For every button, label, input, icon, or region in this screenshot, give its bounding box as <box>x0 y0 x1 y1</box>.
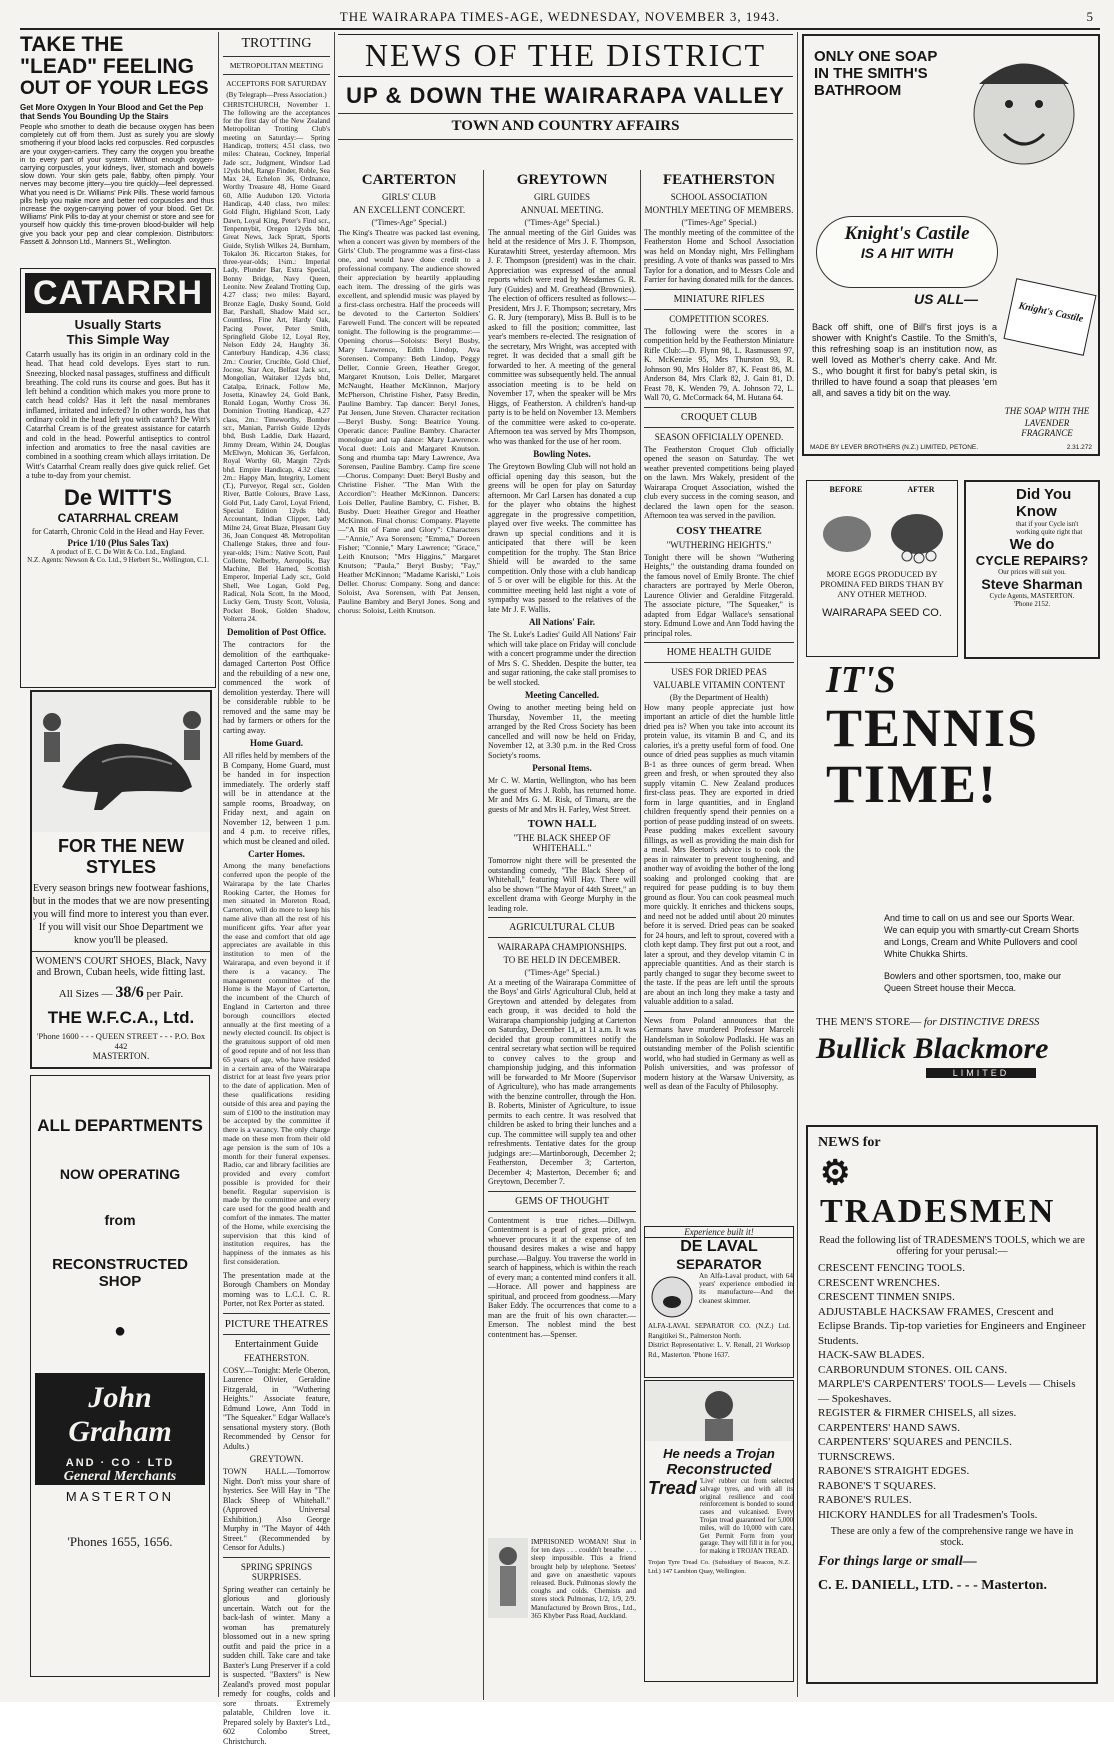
masthead-title: THE WAIRARAPA TIMES-AGE, WEDNESDAY, NOVEMBER 3, 1943. <box>339 9 781 24</box>
article-body: Contentment is true riches.—Dillwyn. Contentment is a pearl of great price, and whoever procures it at the expense of ten thousand desires makes a wise and happy purchase.—Balguy. You traverse the world in search of happiness, which is within the reach of every man; a contented mind confers it all.—Horace. All power and happiness are spiritual, and proceed from goodness.—Mary Baker Eddy. The occurrences that come to a man are the fruit of his own character.—Emerson. The noblest mind the best contentment has.—Spenser. <box>488 1215 636 1339</box>
list-item: REGISTER & FIRMER CHISELS, all sizes. <box>818 1407 1017 1419</box>
list-item: RABONE'S T SQUARES. <box>818 1479 937 1492</box>
ad-brand: SEPARATOR <box>676 1256 762 1272</box>
town-heading: FEATHERSTON <box>663 172 775 188</box>
town-heading: GREYTOWN <box>516 172 608 188</box>
ad-text: for Catarrh, Chronic Cold in the Head and Hay Fever. <box>31 527 205 537</box>
column-rule <box>640 170 641 1540</box>
ad-headline: TIME! <box>826 754 998 814</box>
district-subbanner: UP & DOWN THE WAIRARAPA VALLEY <box>346 83 785 108</box>
ad-brand: CATARRHAL CREAM <box>57 511 179 526</box>
gear-icon: ⚙ <box>820 1155 853 1192</box>
subheading: "THE BLACK SHEEP OF WHITEHALL." <box>513 833 611 853</box>
ad-line: but in the modes that we are now presenting <box>32 896 210 907</box>
ad-town: MASTERTON <box>65 1489 175 1504</box>
cow-icon <box>645 1272 699 1322</box>
ad-tradesmen <box>806 1125 1098 1684</box>
ad-body: Catarrh usually has its origin in an ordinary cold in the head. That head cold develops. Eyes start to run. Sneezing, blocked nasal passages, stuffiness and difficult breathing. The cold runs its course and goes. But has it left behind a condition which makes you more prone to catch head colds? Has it left the nasal membranes inflamed, irritated and infected? In other words, has that ordinary cold in the head left you with catarrh? De Witt's Catarrhal Cream is of the greatest assistance for catarrh and cold in the head. Powerful antiseptics to control infection and aromatics to free the nasal cavities are combined in a soothing cream which allays irritation. De Witt's Catarrhal Cream really does give quick relief. Get a tube to-day from your chemist. <box>26 350 210 480</box>
ad-headline: NEWS for <box>818 1135 881 1150</box>
ad-tagline: THE SOAP WITH THE <box>1004 406 1090 416</box>
article-body: The following were the scores in a competition held by the Featherston Miniature Rifle Club:—D. Flynn 98, L. Rasmussen 97, K. McKenzie 95, Mrs Thurston 93, R. Johnson 90, Mrs Holder 87, K. Feast 86, M. Anderson 84, Mrs Clark 82, J. Gain 81, D. Feast 78, K. Wenden 79, A. Johnson 72, L. Wall 70, G. McCormack 64, M. Hutana 64. <box>644 326 794 402</box>
ad-title: FOR THE NEW STYLES <box>58 836 184 877</box>
ad-maker: MADE BY LEVER BROTHERS (N.Z.) LIMITED, PETONE. <box>810 444 979 451</box>
byline: ("Times-Age" Special.) <box>371 218 447 227</box>
ad-text: District Representative: L. V. Renall, 21 Worksop Rd., Masterton. 'Phone 1637. <box>648 1341 790 1359</box>
article-body: The Greytown Bowling Club will not hold an official opening day this season, but the greens will be open for play on Saturday afternoon. Mr Carl Larsen has donated a cup for the player who obtains the highest aggregate in the progressive competition, played over five weeks. The committee has drawn up special conditions and it is anticipated that there will be keen competition for the trophy. The Stan Brice Shield will be awarded to the same competition. Only those with a club handicap of 5 or over will be eligible for this. At the committee meeting held last night a vote of sympathy was passed to the relatives of the late Mr J. F. Wallis. <box>488 462 636 614</box>
article-body: How many people appreciate just how important an article of diet the humble little dried pea is? When you take into account its protein value, its vitamin B and C, and its calories, it's a pretty useful form of food. One ounce of dried peas supplies as much vitamin B-1 as three ounces of germ bread. When green and fresh, or when sprouted they also supply vitamin C. New Zealand produces first-class peas. They are exported in dried form in large quantities, and in England children frequently spend their pennies on a portion of pease pudding instead of on sweets. Pease pudding makes excellent savoury fillings, as well as providing the main dish for a meal. Mrs Beeton's advice is to cook the peas in rainwater to prevent toughening, and another way of avoiding the bother of the long soaking and prolonged cooking that are required for pease pudding is to buy them ground as flour. You can cook peasmeal much more quickly. It enriches and thickens soups, and need not be added until about 20 minutes before it is served. Dried peas can be soaked for 24 hours, and left to sprout, covered with a cloth kept damp. They first put out a root, and later a sprout, and they develop vitamin C in appreciable quantities. And as their starch is partly changed to sugar they become sweet to the taste. If the peas are left until the sprouts are about an inch long they make a tasty and valuable addition to a salad. <box>644 702 794 1006</box>
ad-phones: 'Phones 1655, 1656. <box>67 1534 173 1549</box>
article-body: Spring weather can certainly be glorious and gloriously uncertain. Watch out for the back-lash of winter. Many a woman has prematurely blossomed out in a new spring outfit and paid the price in a sudden chill. Take care and take Baxter's Lung Preserver if a cold is suspected. "Baxters" is New Zealand's proved most popular remedy for coughs, colds and sore throats. Extremely palatable, Children love it. Prepared solely by Baxter's Ltd., 602 Colombo Street, Christchurch. <box>223 1584 330 1746</box>
article-body: The St. Luke's Ladies' Guild All Nations' Fair which will take place on Friday will conclude with a concert programme under the direction of Mrs S. C. Shedden. Despite the butter, tea and sugar rationing, the cake stall promises to be well stocked. <box>488 630 636 687</box>
ad-text: ALFA-LAVAL SEPARATOR CO. (N.Z.) Ltd. Rangitikei St., Palmerston North. <box>648 1322 790 1340</box>
article-heading: SPRING SPRINGS SURPRISES. <box>240 1561 313 1582</box>
subheading: USES FOR DRIED PEAS <box>671 667 767 677</box>
soap-pack: Knight's Castile <box>1017 300 1085 325</box>
ad-line: ALL DEPARTMENTS <box>37 1116 203 1135</box>
ad-cycle-repairs <box>964 480 1100 659</box>
ad-brand: Knight's Castile <box>844 223 970 244</box>
list-item: RABONE'S RULES. <box>818 1494 912 1506</box>
article-body: The Featherston Croquet Club officially opened the season on Saturday. The wet weather prevented competitions being played on the lawn. Mrs Wakely, president of the Wairarapa Croquet Association, wished the club every success in the coming season, and declared the lawn open for the season. Afternoon tea was served in the pavilion. <box>644 444 794 520</box>
byline: ("Times-Age" Special.) <box>524 218 600 227</box>
ad-headline: CYCLE REPAIRS? <box>975 553 1089 568</box>
subheading: WAIRARAPA CHAMPIONSHIPS. <box>497 942 627 952</box>
subheading: GIRL GUIDES <box>534 192 590 202</box>
subheading: SCHOOL ASSOCIATION <box>670 192 768 202</box>
ad-brand: De WITT'S <box>64 485 172 511</box>
ad-headline: Know <box>1016 503 1057 520</box>
list-item: CRESCENT TINMEN SNIPS. <box>818 1291 955 1303</box>
featherston-column <box>644 172 794 1222</box>
ad-line: know you'll be pleased. <box>73 935 168 946</box>
subheading: MONTHLY MEETING OF MEMBERS. <box>644 205 794 215</box>
trotting-column <box>223 34 330 1746</box>
ad-shoes <box>30 690 212 1069</box>
article-heading: Bowling Notes. <box>533 449 591 459</box>
ad-imprisoned-woman <box>488 1538 636 1678</box>
town-heading: CARTERTON <box>361 172 457 188</box>
article-body: The annual meeting of the Girl Guides was held at the residence of Mrs J. F. Thompson, Kuratawhiti Street, yesterday afternoon. Mrs J. F. Thompson (president) was in the chair. Appreciation was expressed of the annual reports which were read by Mesdames G. R. Jury (Guides) and M. Greathead (Brownies). The election of officers resulted as follows:—President, Mrs J. F. Thompson; secretary, Mrs G. R. Jury (temporary), Miss B. Bull is to be asked to fill the position; committee, last year's members re-elected. The resignation of the secretary, Mrs Wright, was accepted with regret. It was decided that a small gift be forwarded to her. A meeting of the general committee was subsequently held. The annual association meeting is to be held on November 17, when the speaker will be Mrs Higgs, of Featherston. A children's hand-up party is to be held on November 13. Members of the committee were asked to co-operate. Afternoon tea was served by Mrs Thompson, who was thanked for the use of her room. <box>488 227 636 446</box>
subheading: METROPOLITAN MEETING <box>229 61 324 70</box>
ad-headline: We do <box>1009 536 1055 553</box>
article-heading: AGRICULTURAL CLUB <box>509 922 615 933</box>
hens-illustration <box>807 494 957 564</box>
man-illustration <box>645 1381 793 1441</box>
byline: (By the Department of Health) <box>669 693 769 702</box>
ad-john-graham <box>30 1075 210 1677</box>
ad-line: RECONSTRUCTED SHOP <box>52 1256 188 1290</box>
subheading: Entertainment Guide <box>234 1338 319 1350</box>
ad-logo-sub: LIMITED <box>926 1068 1036 1078</box>
article-body: Mr C. W. Martin, Wellington, who has been the guest of Mrs J. Robb, has returned home. Mr and Mrs G. M. Risk, of Timaru, are the guests of Mr and Mrs H. Farley, West Street. <box>488 776 636 814</box>
ad-sizes: All Sizes — <box>58 988 113 1000</box>
ad-headline: This Simple Way <box>66 332 170 347</box>
ad-tagline: For things large or small— <box>818 1554 977 1569</box>
list-item: CRESCENT WRENCHES. <box>818 1276 940 1289</box>
greytown-column <box>488 172 636 1537</box>
ad-headline: IT'S <box>826 659 896 701</box>
list-item: RABONE'S STRAIGHT EDGES. <box>818 1465 970 1477</box>
article-body: Tonight there will be shown "Wuthering Heights," the outstanding drama founded on the famous novel of Emily Bronte. The chief characters are portrayed by Merle Oberon, Laurence Olivier and Geraldine Fitzgerald. The associate picture, "The Squeaker," is adapted from Edgar Wallace's sensational story. Edmund Lowe and Ann Todd having the principal roles. <box>644 552 794 638</box>
ad-logo: John Graham <box>35 1373 205 1457</box>
list-item: CARBORUNDUM STONES. OIL CANS. <box>818 1363 1008 1376</box>
ad-headline: Tread <box>648 1478 697 1498</box>
ad-text: A product of E. C. De Witt & Co. Ltd., England. <box>50 548 186 557</box>
subheading: FEATHERSTON. <box>243 1352 310 1363</box>
ad-headline: BATHROOM <box>814 82 902 99</box>
ad-text: Trojan Tyre Tread Co. (Subsidiary of Beacon, N.Z. Ltd.) 147 Lambton Quay, Wellington. <box>648 1558 790 1576</box>
section-heading: TROTTING <box>241 36 312 51</box>
ad-line: from <box>104 1212 136 1228</box>
ad-tennis-time <box>806 660 1096 1115</box>
article-heading: CROQUET CLUB <box>680 411 758 423</box>
ad-headline: "LEAD" FEELING <box>20 55 194 78</box>
ad-logo-sub: AND · CO · LTD <box>35 1457 205 1469</box>
district-banner: NEWS OF THE DISTRICT <box>338 34 793 77</box>
ad-body: People who smother to death die because oxygen has been completely cut off from them. Just as surely you are slowly smothering if your blood lacks red corpuscles. Red corpuscles are your oxygen-carriers. They carry the oxygen you breathe in to every part of your system. Without enough oxygen-carrying corpuscles, your kidneys, liver, stomach and bowels slow down. Your skin gets pale, flabby, often pimply. Your nerves may become jittery—you tire quickly—feel depressed. What you need is Dr. Williams' Pink Pills. These world famous pills help you make more and better red corpuscles and thus increase the oxygen-carrying power of your blood. Get Dr. Williams' Pink Pills to-day at your chemist or store and see for yourself how quickly this time-proven blood-builder will help give you back your pep and clear complexion. Distributors: Fassett & Johnson Ltd., Manners St., Wellington. <box>20 124 214 246</box>
ad-label: AFTER <box>907 485 935 494</box>
article-heading: Meeting Cancelled. <box>525 690 599 700</box>
list-item: HICKORY HANDLES for all Tradesmen's Tools. <box>818 1508 1038 1521</box>
ad-headline: IN THE SMITH'S <box>814 65 928 82</box>
article-heading: All Nations' Fair. <box>529 617 595 627</box>
article-body: Among the many benefactions conferred upon the people of the Wairarapa by the late Charles Rooking Carter, the Homes for men situated in Moreton Road, Carterton, will do more to keep his name alive than all the rest of his munificent gifts. Year after year the ease and comfort that old age appreciates are available in this institution to men of the Wairarapa, and even beyond it if there is a vacancy. The management committee of the Home is the Mayor of Carterton, the incumbent of the Church of England in Carterton and three borough councillors elected annually at the first meeting of a newly elected council. Its object is the gratuitous support of old men of good repute and of not less than 65 years of age, who have resided in a certain area of the Wairarapa district for at least five years prior to the date of application. Men of these qualifications residing outside of this area and paying the sum of £100 to the institution may be accepted by the committee if there is a vacancy. The only charge made on these men from their old age pension is the sum of 10s a month for their funeral expenses. Radio, car and library facilities are provided and every comfort possible is provided for their benefit. Regular supervision is made by the committee and every care used for the good health and comfort of the inmates. The matter of the Home, while exercising the supervision that this kind of institution requires, has the happiness of the inmates as his first consideration. <box>223 861 330 1267</box>
ad-body: And time to call on us and see our Sports Wear. We can equip you with smartly-cut Cream Shorts and Longs, Cream and White Pullovers and cool White Chukka Shirts. <box>884 913 1079 959</box>
subheading: GIRLS' CLUB <box>382 192 436 202</box>
subheading: COMPETITION SCORES. <box>669 313 769 324</box>
ad-store: WAIRARAPA SEED CO. <box>822 607 942 619</box>
ad-banner: Experience built it! <box>645 1227 793 1238</box>
ad-line: NOW OPERATING <box>59 1166 181 1182</box>
shoe-illustration <box>32 692 210 832</box>
ad-store: THE MEN'S STORE— <box>816 1016 922 1028</box>
ad-line: you will find more to interest you than ever. <box>33 909 209 920</box>
list-item: CARPENTERS' SQUARES and PENCILS. <box>818 1436 1012 1448</box>
ad-de-laval <box>644 1226 794 1378</box>
ad-outro: These are only a few of the comprehensive range we have in stock. <box>830 1526 1074 1548</box>
ad-headline: Usually Starts <box>74 317 162 332</box>
article-heading: Carter Homes. <box>248 849 305 860</box>
article-body: COSY.—Tonight: Merle Oberon, Laurence Olivier, Geraldine Fitzgerald, in "Wuthering Heights." Associate feature, Edmund Lowe, Ann Todd in "The Squeaker." Edgar Wallace's sensational mystery story. (Both Recommended by Censor for Adults.) <box>223 1365 330 1451</box>
article-body: CHRISTCHURCH, November 1. The following are the acceptances for the first day of the New Zealand Metropolitan Trotting Club's meeting on Saturday:— Spring Handicap, trotters; 4.51 class, two miles: Chateau, Cockney, Imperial Jade scr., Judgment, Windsor Lad 12yds bhd, Range Finder, Roble, Sea Max 24, Echelon 36, Ordnance, Worthy Treasure 48, Home Guard 60, Allie Audubon 120. Victoria Handicap, 4.40 class, two miles: Gold Flight, Highland Scott, Lady Dawn, Loyal King, Peter's Find scr., Tenpennybit, Oregon 12yds bhd, Great News, Jack Spratt, Sports Guide, Stylish Wilkes 24, Burnham, Tokalon 36. Riccarton Stakes, for three-year-olds; 1¼m.: Imperial Lady, Plunder Bar, Extra Special, Bonny Bridge, Navy Queen, Leonite. New Zealand Trotting Cup, 4.27 class; two miles: Bayard, Bronze Eagle, Dusky Sound, Gold Bar, Parshall, Shadow Maid scr., Countless, Fine Art, Hardy Oak, Pacing Power, Peter Smith, Springfield Globe 12, Loyal Rey, Nelson Eddy 24, Haughty 36. Canterbury Handicap, 4.36 class; 2m.: Courier, Crucible, Gold Chief, Jocose, Star Ace, Belfast Jack scr., Mongolian, Waitaker 12yds bhd, Catalpa, Erinack, Follow Me, Josetta, Kinawley 24, Gold Bank, Ronald Logan, Worthy Cross 36. Dominion Trotting Handicap, 4.27 class, 2m.: Timeworthy, Bomber scr., Manian, Parrish Guide 12yds bhd, Bush Laddie, Dark Hazard, Jimmy Dream, Within 24, Douglas McElwyn, Mohican 36, Gerfalcon, Royal Worthy 60, Margin 72yds bhd. Empire Handicap, 4.32 class; 2m.: Happy Man, Integrity, Loment (T.), Purveyor, Regal scr., Golden River, Battle Colours, Brave Lass, Gold Put, Lady Carol, Loyal Friend, Special Edition 12yds bhd, Accountant, Indian Clipper, Lady Milne 24, Great Blaze, Pleasant Guy 36, Joan Conquest 48. Metropolitan Challenge Stakes, three and four-year-olds; 1¼m.: Native Scott, Paul Collette, Nelberby, Aeropolis, Bay Machine, Bel Harned, Scottish Emperor, Imperial Lady scr., Gold Shell, Wee Logan, Gold Peg, Radical, Nola Scott, In the Mood, Lucky Gem, Trusty Scott, Volusia, Pocket Book, Golden Shadow, Volterra 24. <box>223 100 330 623</box>
ad-knights-castile <box>802 34 1100 456</box>
ad-catarrh <box>20 268 216 688</box>
subheading: SEASON OFFICIALLY OPENED. <box>654 431 784 442</box>
column-rule <box>797 32 798 1697</box>
byline: (By Telegraph—Press Association.) <box>226 91 327 99</box>
article-heading: Demolition of Post Office. <box>227 627 326 638</box>
ad-store: THE W.F.C.A., Ltd. <box>47 1008 195 1027</box>
ad-per: per Pair. <box>146 988 184 1000</box>
subheading: VALUABLE VITAMIN CONTENT <box>653 680 785 690</box>
carterton-column <box>338 172 480 1002</box>
article-heading: TOWN HALL <box>527 818 597 830</box>
byline: ("Times-Age" Special.) <box>681 218 757 227</box>
ad-headline: TAKE THE <box>20 33 124 56</box>
column-rule <box>218 32 219 1697</box>
subheading: GREYTOWN. <box>249 1454 304 1465</box>
ad-headline: OUT OF YOUR LEGS <box>20 78 209 99</box>
ad-line: WOMEN'S COURT SHOES, Black, Navy <box>35 956 207 967</box>
page-number: 5 <box>1086 9 1094 24</box>
ad-line: and Brown, Cuban heels, wide fitting last. <box>36 967 206 978</box>
ad-subhead: Get More Oxygen In Your Blood and Get the Pep that Sends You Bounding Up the Stairs <box>20 103 204 121</box>
ad-headline: Reconstructed <box>666 1461 772 1478</box>
article-heading: COSY THEATRE <box>676 524 762 537</box>
district-header <box>338 34 793 168</box>
ad-town: Masterton. <box>981 1578 1047 1593</box>
ad-trojan <box>644 1380 794 1682</box>
list-item: ADJUSTABLE HACKSAW FRAMES, Crescent and Eclipse Brands. Tip-top varieties for Engineers and Engineer Students. <box>818 1305 1086 1347</box>
ad-text: N.Z. Agents: Newson & Co. Ltd., 9 Herbert St., Wellington, C.1. <box>27 556 209 565</box>
ad-logo-sub: General Merchants <box>35 1469 205 1485</box>
article-body: All rifles held by members of the B Company, Home Guard, must be handed in for inspection immediately. The orderly staff will be in attendance at the sample rooms, Broadway, on Friday next, and again on November 12, between 1 p.m. and 4 p.m. to receive rifles, which must be cleaned and oiled. <box>223 751 330 846</box>
article-body: Owing to another meeting being held on Thursday, November 11, the meeting arranged by the Red Cross Society has been cancelled and will now be held on Friday, November 12, at 3.30 p.m. in the Red Cross Society's rooms. <box>488 703 636 760</box>
list-item: CARPENTERS' HAND SAWS. <box>818 1421 960 1434</box>
ad-tagline: LAVENDER FRAGRANCE <box>1021 418 1073 438</box>
subheading: TO BE HELD IN DECEMBER. <box>503 955 621 965</box>
crest-icon: ● <box>113 1320 127 1342</box>
ad-line: If you will visit our Shoe Department we <box>38 922 204 933</box>
byline: ("Times-Age" Special.) <box>524 968 600 977</box>
subheading: ANNUAL MEETING. <box>520 205 604 215</box>
ad-label: BEFORE <box>829 485 863 494</box>
list-item: TURNSCREWS. <box>818 1450 895 1463</box>
article-body: The monthly meeting of the committee of the Featherston Home and School Association was held on Monday night, Mrs Fellingham presiding. A vote of thanks was passed to Mrs Taylor for a donation, and to Messrs Cole and Farrier for having donated milk for the dances. <box>644 227 794 284</box>
ad-slogan: US ALL— <box>914 291 979 307</box>
ad-line: Every season brings new footwear fashions, <box>32 883 210 894</box>
ad-town: MASTERTON. <box>92 1051 150 1061</box>
column-rule <box>334 32 335 1697</box>
article-body: TOWN HALL.—Tomorrow Night. Don't miss your share of hysterics. See Will Hay in "The Black Sheep of Whitehall." (Approved Universal Exhibition.) Also George Murphy in "The Mayor of 44th Street." (Recommended by Censor for Adults.) <box>223 1467 330 1553</box>
article-body: The King's Theatre was packed last evening, when a concert was given by members of the Girls' Club. The programme was a first-class one, and would have done credit to a professional company. The audience showed their appreciation by heartily applauding each item. The dressing of the girls was excellent, and splendid music was played by a first-class orchestra. Half the proceeds will be devoted to the Carterton Soldiers' Farewell Fund. The concert will be repeated tonight. The following is the programme:— Opening chorus—Soloists: Beryl Busby, Mary Lawrence, Edith Lindop, Ava Sorensen. Company: Beth Lindop, Peggy Deller, Connie Green, Heather Gregor, Margaret Knutson, Lois Deller, Margaret McNaught, Heather McKinnon, Marjory McPherson, Christine Fisher, Patsy Bredin, Pauline Bambry. Tap dancer: Beryl Jones, Pat Jensen, June Steven. Character recitation—Beryl Busby. Song: Beatrice Young. Operatic dance: Pauline Bambry. Character monologue and tap dance: Mary Lawrence. Vocal duet: Lois and Margaret Knutson. Song and rhumba tap: Mary Lawrence, Ava Sorensen, Pauline Bambry. Camp fire scene—Chorus. Company: Duet: Beryl Busby and Christine Fisher. "The Man With the Accordion": Heather McKinnon. Dancers: Lois Deller, Pauline Bambry, C. Fisher, B. Busby. Duet: Heather Gregor and Heather McKinnon. Final chorus: Company. Playette—"A Bit of Fame and Glory": Characters—"Annie," Ava Sorensen; "Emma," Doreen Fisher; "Connie," Mary Lawrence; "Grace," Leith Knutson; "Mrs Higgins," Margaret Knutson; "Paula," Beryl Busby; "Fay," Heather McKinnon; "Madame Kariski," Lois Deller. Chorus: Company. Song and dance: Soloist, Ava Sorensen, with Pat Jensen, Pauline Bambry and Beryl Jones. Song and chorus: Soloist, Leith Knutson. <box>338 227 480 615</box>
list-item: MARPLE'S CARPENTERS' TOOLS— Levels — Chisels — Spokeshaves. <box>818 1378 1076 1405</box>
ad-body: Back off shift, one of Bill's first joys is a shower with Knight's Castile. To the Smith's, this refreshing soap is an institution now, as well loved as Mother's cherry cake. And Mr. S., who bought it first for baby's petal skin, is thrilled to have found a soap that pleases 'em all, and saves a tidy bit on the way. <box>812 322 997 398</box>
subheading: AN EXCELLENT CONCERT. <box>352 205 466 215</box>
ad-store: Steve Sharman <box>981 576 1083 592</box>
article-heading: Personal Items. <box>532 763 592 773</box>
ad-intro: Read the following list of TRADESMEN'S TOOLS, which we are offering for your perusal:— <box>819 1235 1085 1257</box>
ad-store: C. E. DANIELL, LTD. <box>818 1578 954 1593</box>
article-heading: HOME HEALTH GUIDE <box>666 647 772 658</box>
article-body: News from Poland announces that the Germans have murdered Professor Marceli Handelsman in Sokolow Podlaski. He was an outstanding member of the Polish scientific world, who had studied in Germany as well as Polish universities, and was professor of modern history at the Warsaw University, as well as dean of the Faculty of Philosophy. <box>644 1015 794 1091</box>
subheading: ACCEPTORS FOR SATURDAY <box>226 79 327 88</box>
ad-dashes: - - - <box>956 1578 978 1593</box>
ad-text: 'Phone 2152. <box>1013 600 1051 608</box>
ad-logo: Bullick Blackmore <box>816 1032 1049 1065</box>
subheading: "WUTHERING HEIGHTS." <box>666 539 772 550</box>
ad-body: An Alfa-Laval product, with 64 years' experience embodied in its manufacture—And the cleanest skimmer. <box>699 1272 793 1305</box>
masthead <box>20 6 1100 30</box>
column-rule <box>483 170 484 1700</box>
ad-price: 38/6 <box>115 984 144 1001</box>
ad-code: 2.31.272 <box>1066 444 1092 451</box>
ad-text: Our prices will suit you. <box>998 568 1066 576</box>
woman-illustration <box>488 1538 528 1618</box>
ad-title: TRADESMEN <box>820 1193 1056 1230</box>
list-item: HACK-SAW BLADES. <box>818 1349 925 1361</box>
ad-body: Bowlers and other sportsmen, too, make our Queen Street house their Mecca. <box>884 971 1062 993</box>
article-heading: Home Guard. <box>250 738 303 749</box>
ad-text: that if your Cycle isn't working quite right that <box>1016 520 1083 536</box>
article-heading: GEMS OF THOUGHT <box>515 1195 609 1207</box>
article-body: The presentation made at the Borough Chambers on Monday morning was to L.C.I. C. R. Porter, not Rex Porter as stated. <box>223 1270 330 1309</box>
ad-title: CATARRH <box>25 273 211 313</box>
ad-body: MORE EGGS PRODUCED BY PROMINA FED BIRDS THAN BY ANY OTHER METHOD. <box>820 569 944 599</box>
ad-slogan: IS A HIT WITH <box>860 245 954 261</box>
ad-lead-feeling <box>20 34 214 264</box>
ad-price: Price 1/10 (Plus Sales Tax) <box>67 538 169 549</box>
ad-headline: He needs a Trojan <box>663 1446 775 1461</box>
ad-contact: 'Phone 1600 - - - QUEEN STREET - - - P.O. Box 442 <box>36 1031 206 1051</box>
boy-illustration <box>954 44 1094 214</box>
ad-text: Cycle Agents, MASTERTON. <box>989 592 1075 600</box>
list-item: CRESCENT FENCING TOOLS. <box>818 1262 965 1274</box>
ad-headline: TENNIS <box>826 698 1040 758</box>
ad-headline: ONLY ONE SOAP <box>814 48 938 65</box>
ad-body: 'Live' rubber cut from selected salvage tyres, and with all its original resilience and cool reinforcement is bonded to sound cases and vulcanised. Every Trojan tread guaranteed for 5,000 miles, will do 10,000 with care. Get Permit Form from your garage. They will fill it in for you, for making it TROJAN TREAD. <box>699 1478 793 1556</box>
section-heading: PICTURE THEATRES <box>224 1317 329 1330</box>
article-body: Tomorrow night there will be presented the outstanding comedy, "The Black Sheep of Whitehall," featuring Will Hay. There will also be shown "The Mayor of 44th Street," an excellent drama with George Murphy in the leading role. <box>488 856 636 913</box>
ad-brand: DE LAVAL <box>680 1238 758 1255</box>
ad-store: for DISTINCTIVE DRESS <box>923 1016 1040 1028</box>
article-body: The contractors for the demolition of the earthquake-damaged Carterton Post Office and the rebuilding of a new one, commenced the work of demolition yesterday. There will be considerable rubble to be removed and the same may be had by farmers or others for the carting away. <box>223 640 330 735</box>
district-subbanner: TOWN AND COUNTRY AFFAIRS <box>451 118 680 134</box>
ad-headline: Did You <box>1016 486 1072 503</box>
ad-wairarapa-seed <box>806 480 958 657</box>
ad-body: IMPRISONED WOMAN! Shut in for ten days . . . couldn't breathe . . . sleep impossible. This a friend brought help by telephone. 'Seetees' and gave on anaesthetic vapours released. Buck. Pulmonas slowly the coughs and colds. Chemists and stores stock Pulmonas, 1/2, 1/9, 2/9. Manufactured by Brown Bros., Ltd., 365 Khyber Pass Road, Auckland. <box>531 1538 636 1620</box>
article-heading: MINIATURE RIFLES <box>673 293 765 305</box>
article-body: At a meeting of the Wairarapa Committee of the Boys' and Girls' Agricultural Club, held at Greytown and attended by delegates from each group, it was decided to hold the Wairarapa championship judging at Carterton on Saturday, December 11, at 11 a.m. It was decided that group committees notify the central secretary what section will be required to convey calves to the group and championship judging, and this information will be forwarded to Mr Moore (Supervisor of Agriculture), who has made arrangements with the benzine controller, through the Hon. B. Roberts, Minister of Agriculture, to issue permits to each centre. It was resolved that children be asked to bring their lunches and a cup. The committee will supply tea and other refreshments. Tentative dates for the group judgings are:—Martinborough, December 2; Featherston, December 3; Carterton, December 4; Masterton, December 6; and Greytown, December 7. <box>488 977 636 1186</box>
